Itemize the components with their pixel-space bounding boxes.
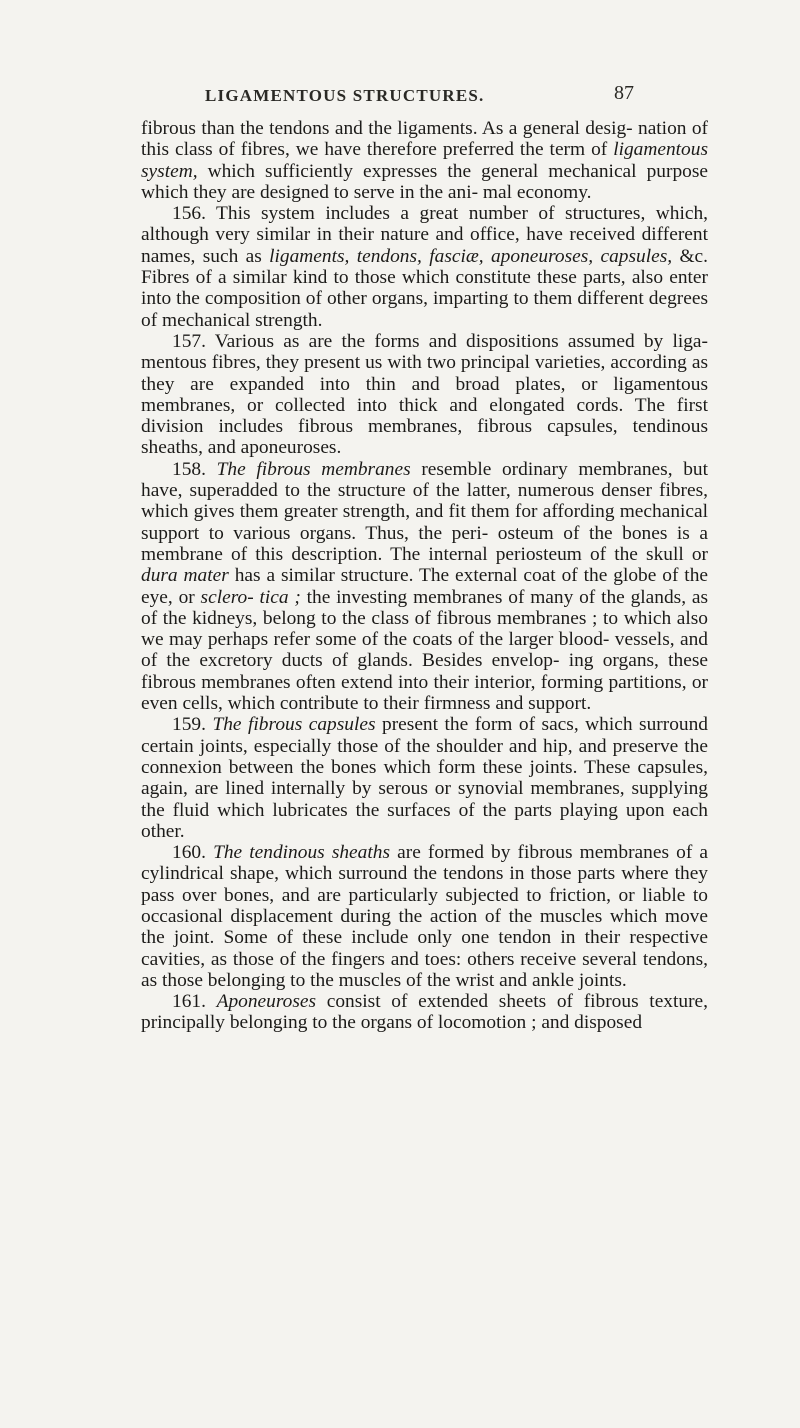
- text-run: [206, 991, 217, 1012]
- paragraph-160: [141, 842, 708, 991]
- text-run: present the form of sacs, which surround certain joints, especially those of the shoulder and hip, and preserve the connexion between the bones which form these joints. These capsules, again, are lined internally by serous or synovial membranes, supplying the fluid which lubricates the surfaces of the parts playing upon each other.: [141, 714, 708, 842]
- text-run: Various as are the forms and dispositions assumed by liga- mentous fibres, they present us with two principal varieties, according as they are expanded into thin and broad plates, or ligamentous membranes, or collected into thick and elongated cords. The first division includes fibrous membranes, fibrous capsules, tendinous sheaths, and aponeuroses.: [141, 330, 708, 459]
- italic-term: The fibrous capsules: [212, 714, 376, 736]
- paragraph-158: [141, 459, 708, 715]
- paragraph-continuation: [141, 118, 708, 203]
- paragraph-number: 158.: [172, 458, 206, 480]
- text-run: [206, 459, 217, 480]
- paragraph-number: 160.: [172, 842, 206, 864]
- text-run: This system includes a great number of structures, which, although very similar in their nature and office, have received different names, such as: [141, 203, 708, 267]
- italic-term: dura mater: [141, 565, 229, 587]
- paragraph-159: [141, 714, 708, 842]
- body-text: [141, 118, 708, 1034]
- italic-term: sclero- tica ;: [200, 586, 301, 608]
- italic-term: ligamentous system,: [141, 139, 708, 182]
- italic-term: Aponeuroses: [216, 991, 317, 1013]
- paragraph-number: 156.: [172, 203, 206, 225]
- running-title: LIGAMENTOUS STRUCTURES.: [205, 86, 485, 105]
- paragraph-161: [141, 991, 708, 1034]
- italic-term: The fibrous membranes: [216, 458, 411, 480]
- text-run: &c. Fibres of a similar kind to those which constitute these parts, also enter into the composition of other organs, imparting to them different degrees of mechanical strength.: [141, 245, 708, 331]
- text-run: fibrous than the tendons and the ligaments. As a general desig- nation of this class of fibres, we have therefore preferred the term of: [141, 118, 708, 161]
- text-run: are formed by fibrous membranes of a cylindrical shape, which surround the tendons in those parts where they pass over bones, and are particularly subjected to friction, or liable to occasional displacement during the action of the muscles which move the joint. Some of these include only one tendon in their respective cavities, as those of the fingers and toes: others receive several tendons, as those belonging to the muscles of the wrist and ankle joints.: [141, 842, 709, 991]
- paragraph-number: 157.: [172, 330, 206, 352]
- text-run: has a similar structure. The external coat of the globe of the eye, or: [141, 565, 708, 608]
- text-run: [206, 842, 213, 863]
- italic-term: ligaments, tendons, fasciæ, aponeuroses, capsules,: [269, 245, 673, 267]
- paragraph-number: 161.: [172, 991, 206, 1013]
- paragraph-157: [141, 331, 708, 459]
- italic-term: The tendinous sheaths: [213, 842, 390, 864]
- paragraph-number: 159.: [172, 714, 206, 736]
- text-run: resemble ordinary membranes, but have, superadded to the structure of the latter, numerous denser fibres, which gives them greater strength, and fit them for affording mechanical support to various organs. Thus, the peri- osteum of the bones is a membrane of this description. The internal periosteum of the skull or: [141, 458, 708, 565]
- text-run: which sufficiently expresses the general mechanical purpose which they are designed to serve in the ani- mal economy.: [141, 160, 708, 203]
- paragraph-156: [141, 203, 708, 331]
- page-number: 87: [614, 82, 634, 104]
- text-run: the investing membranes of many of the glands, as of the kidneys, belong to the class of fibrous membranes ; to which also we may perhaps refer some of the coats of the larger blood- vessels, and of the excretory ducts of glands. Besides envelop- ing organs, these fibrous membranes often extend into their interior, forming partitions, or even cells, which contribute to their firmness and support.: [141, 586, 709, 715]
- text-run: consist of extended sheets of fibrous texture, principally belonging to the organs of locomotion ; and disposed: [141, 991, 708, 1034]
